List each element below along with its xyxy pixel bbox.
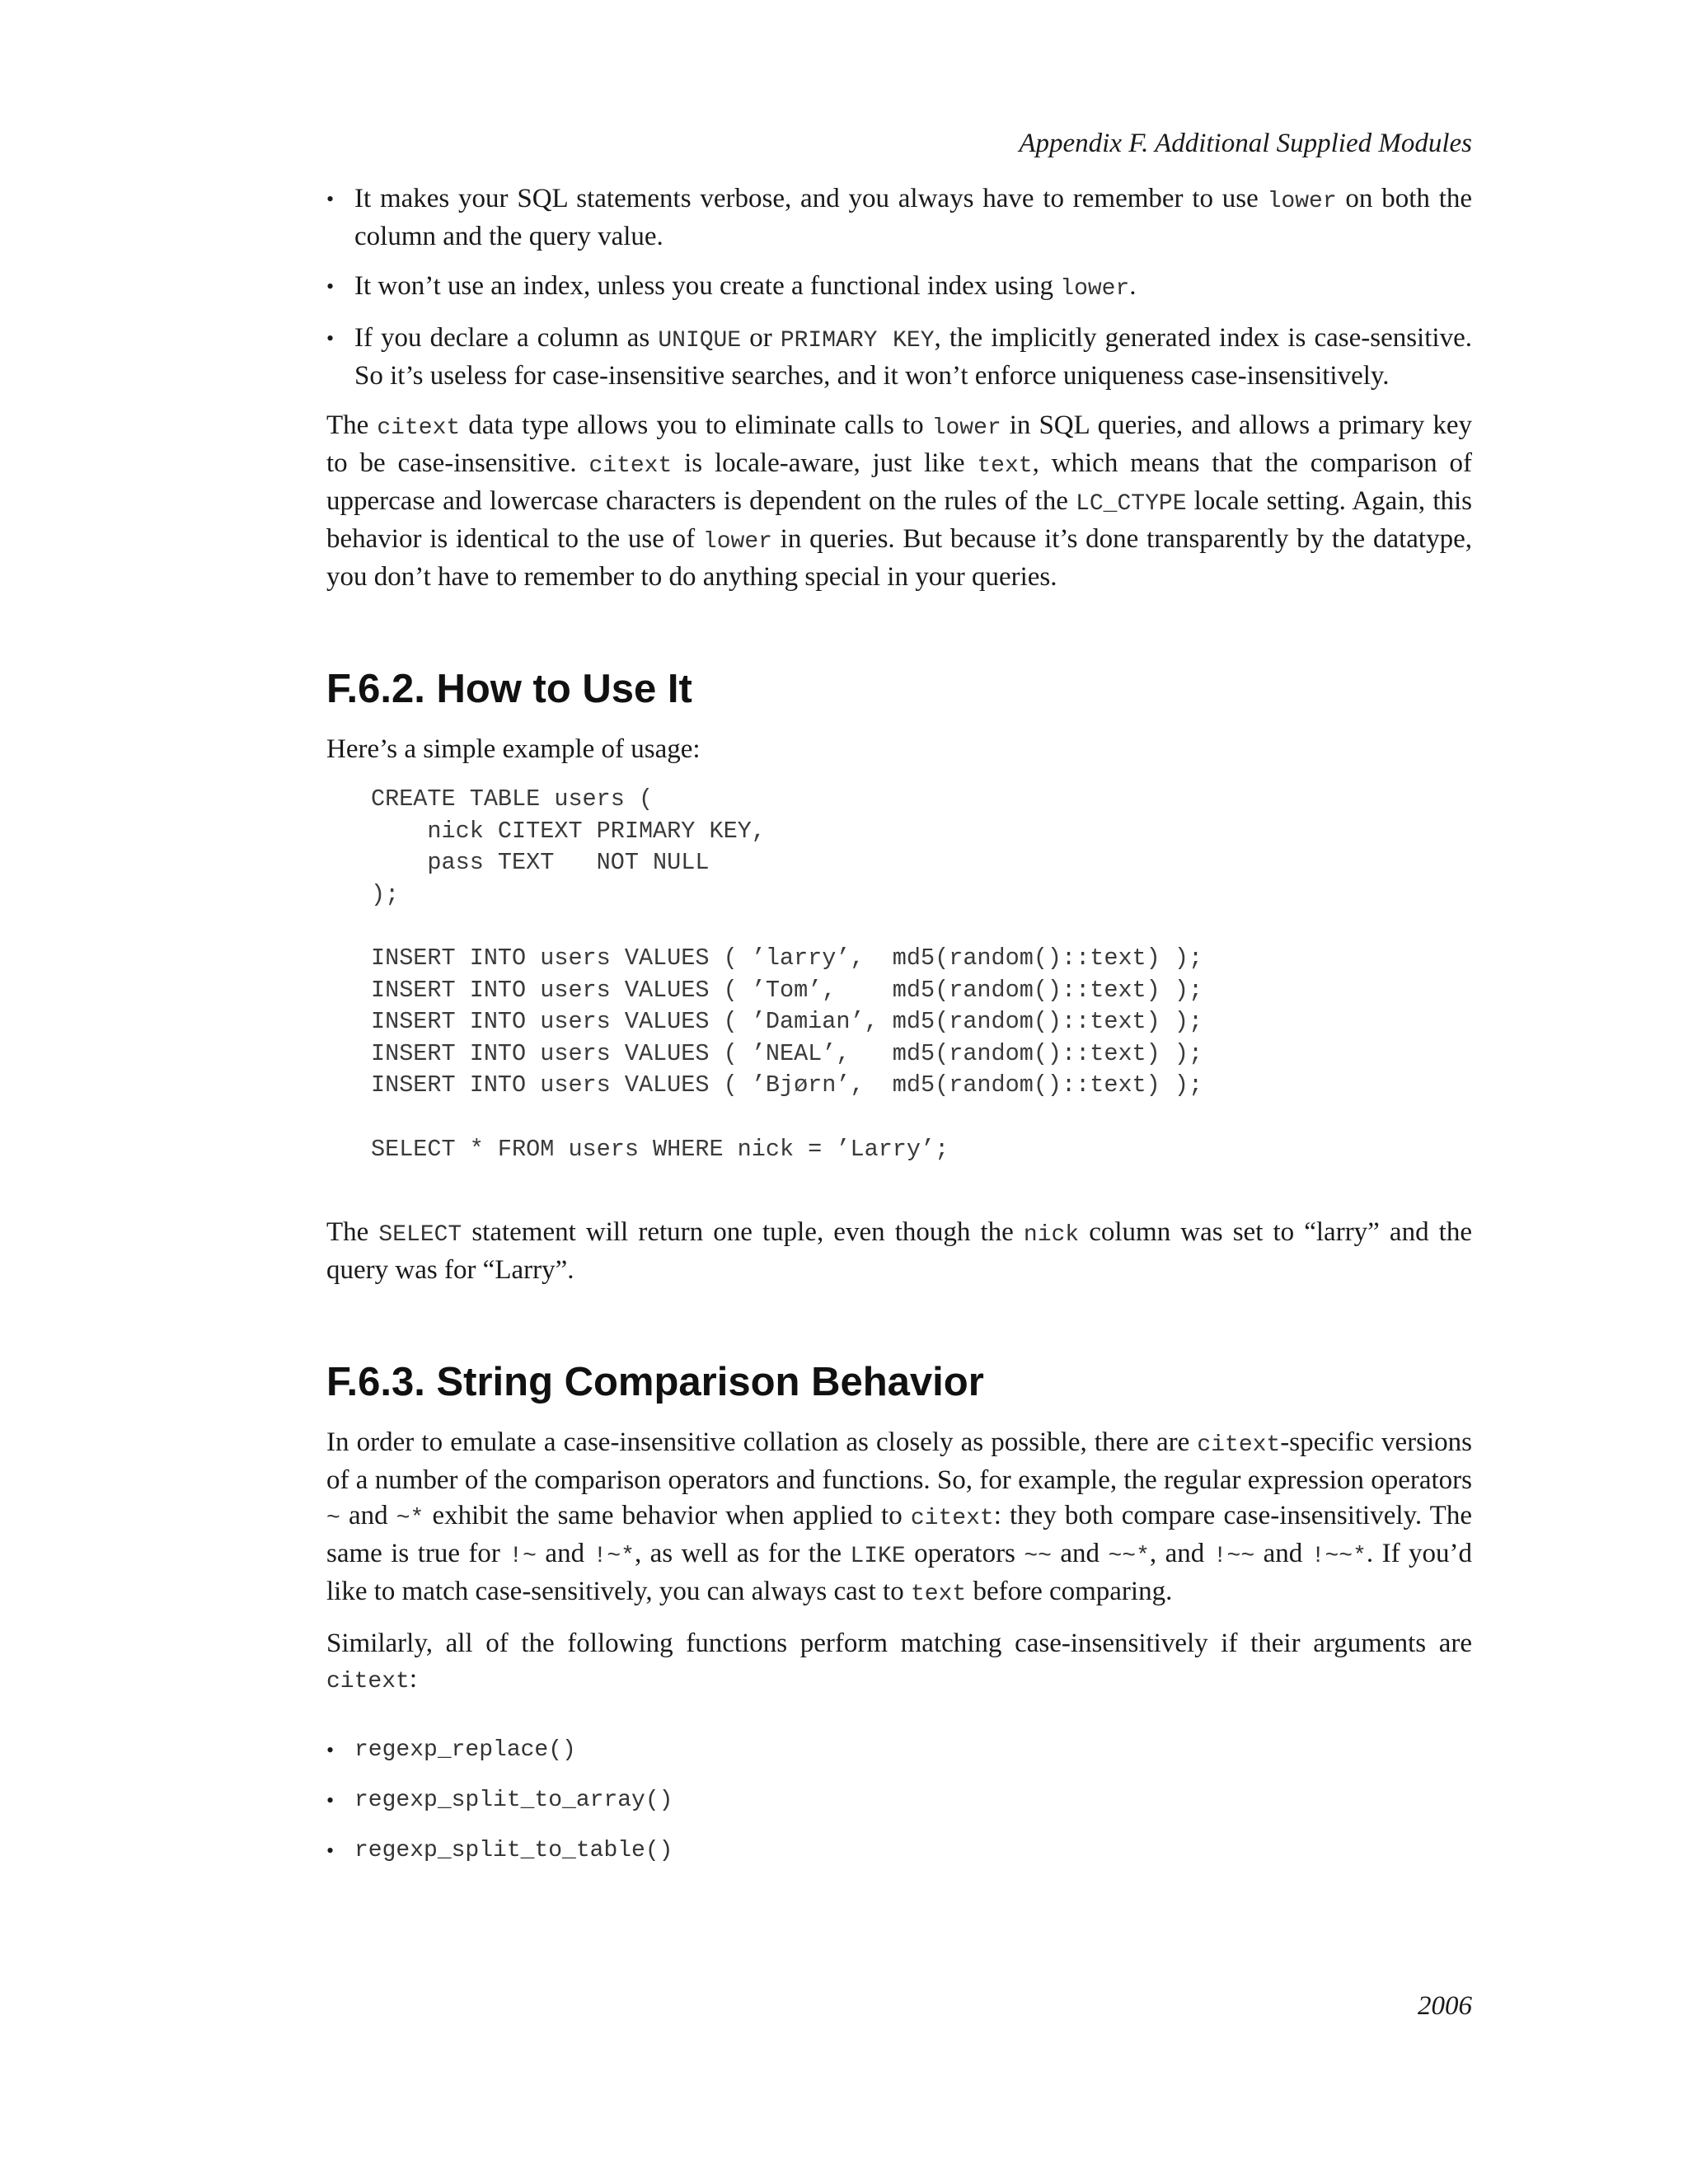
- paragraph-usage-intro: Here’s a simple example of usage:: [326, 734, 701, 764]
- text: and: [1051, 1539, 1109, 1569]
- text: operators: [905, 1539, 1025, 1569]
- inline-code: LC_CTYPE: [1076, 491, 1187, 517]
- text: , the implicitly generated index is case-sensitive. So it’s useless for case-insensitive searches, and it won’t enforce uniqueness case-insensitively.: [354, 323, 1472, 391]
- paragraph-select-result: [326, 1215, 1472, 1288]
- text: , which means that the comparison of uppercase and lowercase characters is dependent on the rules of the: [326, 448, 1472, 516]
- paragraph-citext: [326, 408, 1472, 595]
- inline-code: !~~: [1212, 1544, 1255, 1570]
- text: The: [326, 1217, 379, 1248]
- text: The: [326, 410, 377, 440]
- inline-code: lower: [1060, 276, 1130, 302]
- inline-code: citext: [326, 1669, 410, 1695]
- intro-bullet-list: [326, 181, 1472, 394]
- inline-code: citext: [377, 415, 461, 441]
- text: statement will return one tuple, even though the: [462, 1217, 1024, 1248]
- text: -specific versions of a number of the comparison operators and functions. So, for example, the regular expression operators: [326, 1427, 1472, 1496]
- inline-code: citext: [910, 1506, 994, 1532]
- paragraph-functions-intro: [326, 1626, 1472, 1699]
- text: column was set to “larry” and the query was for “Larry”.: [326, 1217, 1472, 1286]
- text: before comparing.: [966, 1577, 1173, 1607]
- text: and: [536, 1539, 593, 1569]
- inline-code: citext: [1197, 1432, 1281, 1459]
- text: .: [1129, 271, 1137, 301]
- function-item: • regexp_split_to_array(): [326, 1783, 1472, 1818]
- text: and: [1254, 1539, 1311, 1569]
- text: data type allows you to eliminate calls to: [460, 410, 932, 440]
- inline-code: SELECT: [378, 1222, 462, 1249]
- inline-code: ~~: [1024, 1544, 1052, 1570]
- function-item: • regexp_split_to_table(): [326, 1833, 1472, 1868]
- text: , and: [1149, 1539, 1213, 1569]
- text: . If you’d like to match case-sensitively, you can always cast to: [326, 1539, 1473, 1607]
- inline-code: nick: [1023, 1222, 1080, 1249]
- inline-code: ~*: [396, 1506, 424, 1532]
- text: on both the column and the query value.: [354, 184, 1473, 251]
- text: If you declare a column as: [354, 323, 659, 353]
- text: exhibit the same behavior when applied to: [424, 1501, 911, 1531]
- bullet-item: [326, 269, 1472, 307]
- section-heading-string-comparison: F.6.3. String Comparison Behavior: [326, 1360, 984, 1405]
- inline-code: ~: [326, 1506, 340, 1532]
- page-number: 2006: [1418, 1991, 1472, 2021]
- text: : they both compare case-insensitively. The same is true for: [326, 1501, 1472, 1569]
- inline-code: !~: [509, 1544, 537, 1570]
- text: In order to emulate a case-insensitive collation as closely as possible, there are: [326, 1427, 1198, 1458]
- function-list: [326, 1732, 1472, 1868]
- bullet-item: [326, 181, 1472, 255]
- inline-code: lower: [1267, 189, 1337, 214]
- section-heading-how-to-use: F.6.2. How to Use It: [326, 667, 692, 711]
- bullet-item: [326, 321, 1472, 394]
- inline-code: text: [910, 1582, 967, 1608]
- inline-code: text: [977, 453, 1033, 479]
- code-example: CREATE TABLE users ( nick CITEXT PRIMARY KEY, pass TEXT NOT NULL ); INSERT INTO users VALUES ( ’larry’, md5(random()::text) ); INSERT INTO users VALUES ( ’Tom’, md5(random()::text) ); INSERT INTO users VALUES ( ’Damian’, md5(random()::text) ); INSERT INTO users VALUES ( ’NEAL’, md5(random()::text) ); INSERT INTO users VALUES ( ’Bjørn’, md5(random()::text) ); SELECT * FROM users WHERE nick = ’Larry’;: [371, 785, 1203, 1163]
- function-item: • regexp_replace(): [326, 1732, 1472, 1768]
- text: in SQL queries, and allows a primary key to be case-insensitive.: [326, 410, 1472, 478]
- inline-code: lower: [931, 415, 1001, 441]
- inline-code: UNIQUE: [658, 328, 742, 354]
- inline-code: !~~*: [1311, 1544, 1367, 1570]
- inline-code: citext: [588, 453, 673, 479]
- text: It won’t use an index, unless you create a functional index using: [354, 271, 1061, 301]
- document-page: [326, 124, 1472, 1883]
- inline-code: !~*: [593, 1544, 635, 1570]
- text: It makes your SQL statements verbose, and you always have to remember to use: [354, 184, 1268, 213]
- inline-code: ~~*: [1108, 1544, 1150, 1570]
- inline-code: lower: [702, 529, 772, 555]
- text: in queries. But because it’s done transparently by the datatype, you don’t have to remember to do anything special in your queries.: [326, 524, 1472, 592]
- inline-code: LIKE: [850, 1544, 906, 1570]
- text: :: [409, 1664, 417, 1694]
- text: , as well as for the: [634, 1539, 851, 1569]
- running-head: Appendix F. Additional Supplied Modules: [1019, 129, 1472, 158]
- text: or: [741, 323, 781, 353]
- text: and: [340, 1501, 396, 1531]
- text: is locale-aware, just like: [672, 448, 978, 478]
- text: Similarly, all of the following functions perform matching case-insensitively if their arguments are: [326, 1629, 1472, 1659]
- inline-code: PRIMARY KEY: [780, 328, 935, 354]
- text: locale setting. Again, this behavior is identical to the use of: [326, 486, 1472, 554]
- paragraph-operators: [326, 1425, 1472, 1612]
